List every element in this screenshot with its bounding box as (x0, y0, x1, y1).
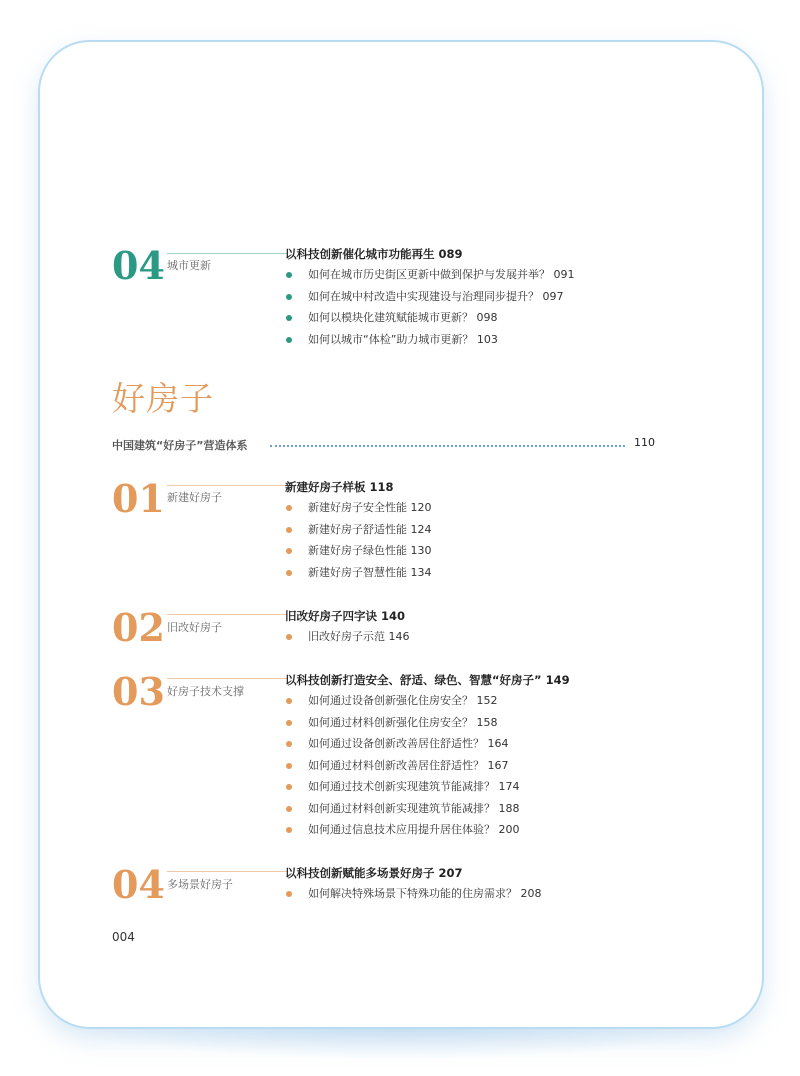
toc-item-label: 新建好房子绿色性能 130 (308, 544, 432, 557)
toc-item-label: 如何通过技术创新实现建筑节能减排？ 174 (308, 780, 520, 793)
section-heading[interactable]: 旧改好房子四字诀 140 (285, 609, 406, 623)
section-rule (167, 253, 287, 254)
section-item-list (285, 626, 410, 648)
toc-item-label: 如何在城中村改造中实现建设与治理同步提升？ 097 (308, 289, 564, 303)
section-rule (167, 485, 287, 486)
section-item-list (285, 690, 520, 841)
section-heading[interactable]: 以科技创新催化城市功能再生 089 (285, 247, 463, 261)
bullet-dot-icon (286, 741, 292, 747)
bullet-dot-icon (286, 698, 292, 704)
section-number: 03 (112, 669, 165, 714)
section-heading[interactable]: 以科技创新打造安全、舒适、绿色、智慧“好房子” 149 (285, 673, 570, 687)
bullet-dot-icon (286, 294, 292, 300)
toc-item-label: 如何以城市“体检”助力城市更新？ 103 (308, 332, 498, 346)
toc-item-label: 新建好房子安全性能 120 (308, 501, 432, 514)
toc-item-label: 如何通过材料创新强化住房安全？ 158 (308, 715, 498, 729)
bullet-dot-icon (286, 634, 292, 640)
bullet-dot-icon (286, 527, 292, 533)
toc-item[interactable] (285, 307, 575, 329)
toc-item[interactable] (285, 626, 410, 648)
bullet-dot-icon (286, 891, 292, 897)
section-name: 多场景好房子 (167, 878, 233, 891)
toc-item-label: 如何解决特殊场景下特殊功能的住房需求？ 208 (308, 887, 542, 900)
section-number: 04 (112, 862, 165, 907)
toc-item[interactable] (285, 286, 575, 308)
section-number: 01 (112, 476, 165, 521)
toc-item[interactable] (285, 819, 520, 841)
bullet-dot-icon (286, 763, 292, 769)
toc-item-label: 新建好房子智慧性能 134 (308, 565, 432, 579)
bullet-dot-icon (286, 505, 292, 511)
toc-item-label: 如何通过设备创新强化住房安全？ 152 (308, 694, 498, 707)
toc-item[interactable] (285, 690, 520, 712)
dotted-leader (270, 445, 625, 447)
bullet-dot-icon (286, 570, 292, 576)
section-number: 02 (112, 605, 165, 650)
bullet-dot-icon (286, 315, 292, 321)
section-name: 好房子技术支撑 (167, 685, 244, 698)
section-rule (167, 678, 287, 679)
toc-item[interactable] (285, 755, 520, 777)
section-number: 04 (112, 243, 165, 288)
toc-item[interactable] (285, 733, 520, 755)
toc-item-label: 如何通过材料创新实现建筑节能减排？ 188 (308, 801, 520, 815)
toc-item-label: 如何通过信息技术应用提升居住体验？ 200 (308, 823, 520, 836)
bullet-dot-icon (286, 720, 292, 726)
toc-item[interactable] (285, 776, 520, 798)
bullet-dot-icon (286, 548, 292, 554)
section-rule (167, 871, 287, 872)
section-name: 旧改好房子 (167, 621, 222, 634)
section-item-list (285, 883, 542, 905)
page-number: 004 (112, 930, 135, 944)
bullet-dot-icon (286, 784, 292, 790)
toc-item-label: 如何以模块化建筑赋能城市更新？ 098 (308, 311, 498, 324)
toc-item[interactable] (285, 329, 575, 351)
section-heading[interactable]: 新建好房子样板 118 (285, 480, 394, 494)
toc-item[interactable] (285, 712, 520, 734)
toc-item[interactable] (285, 264, 575, 286)
toc-item[interactable] (285, 540, 432, 562)
bullet-dot-icon (286, 272, 292, 278)
toc-item-label: 旧改好房子示范 146 (308, 630, 410, 643)
section-heading[interactable]: 以科技创新赋能多场景好房子 207 (285, 866, 463, 880)
toc-item[interactable] (285, 798, 520, 820)
section-name: 城市更新 (167, 259, 211, 272)
part-title: 好房子 (112, 379, 214, 418)
section-item-list (285, 264, 575, 350)
bullet-dot-icon (286, 337, 292, 343)
toc-item[interactable] (285, 562, 432, 584)
toc-item[interactable] (285, 883, 542, 905)
system-label[interactable]: 中国建筑“好房子”营造体系 (112, 439, 248, 452)
bullet-dot-icon (286, 806, 292, 812)
section-item-list (285, 497, 432, 583)
toc-item[interactable] (285, 497, 432, 519)
toc-item-label: 如何通过设备创新改善居住舒适性？ 164 (308, 737, 509, 750)
toc-item-label: 如何在城市历史街区更新中做到保护与发展并举？ 091 (308, 268, 575, 281)
section-name: 新建好房子 (167, 491, 222, 504)
section-rule (167, 614, 287, 615)
toc-item[interactable] (285, 519, 432, 541)
toc-item-label: 新建好房子舒适性能 124 (308, 522, 432, 536)
system-page-number: 110 (634, 436, 655, 449)
toc-item-label: 如何通过材料创新改善居住舒适性？ 167 (308, 758, 509, 772)
bullet-dot-icon (286, 827, 292, 833)
